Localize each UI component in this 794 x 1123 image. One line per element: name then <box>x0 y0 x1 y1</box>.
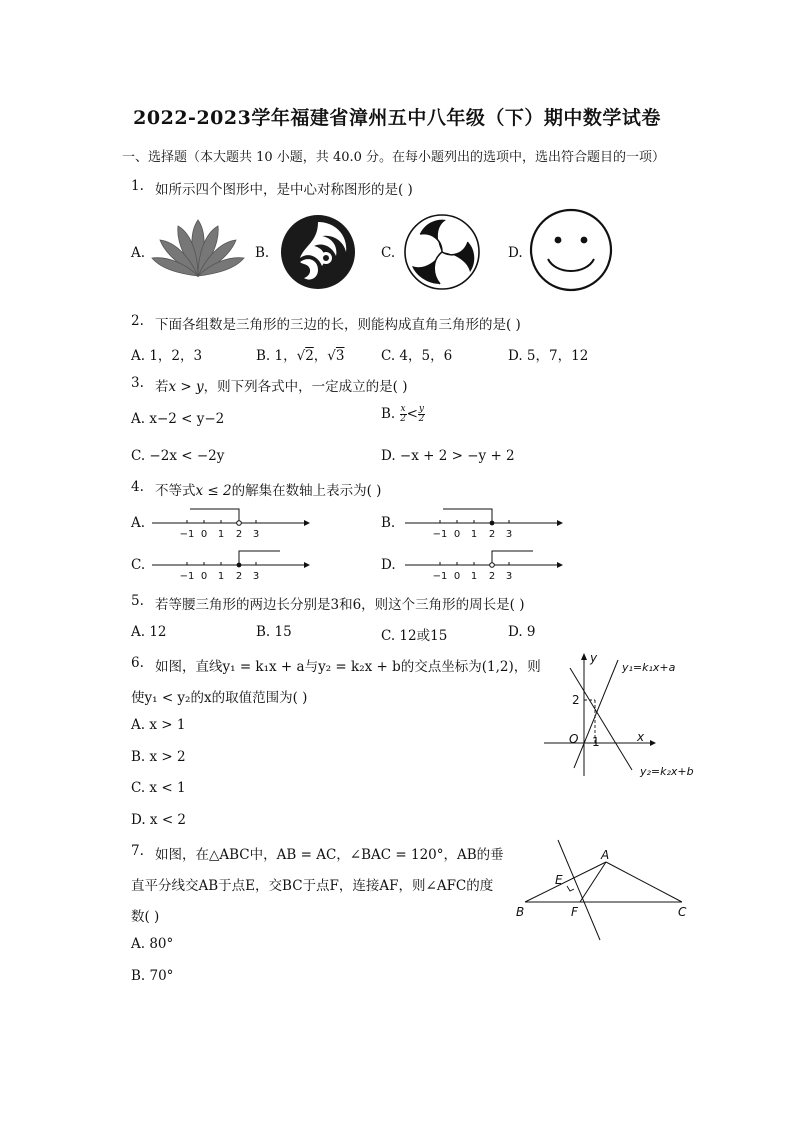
q6-option-a: A. x > 1 <box>131 717 186 733</box>
tick-label: 3 <box>252 529 260 540</box>
q2-option-b-prefix: B. 1， <box>256 348 297 364</box>
q1-option-b-label: B. <box>255 245 270 261</box>
sqrt-icon: √ <box>327 348 336 364</box>
q7-number: 7. <box>131 843 144 859</box>
q4-option-b-label: B. <box>381 515 396 531</box>
q5-option-c: C. 12或15 <box>381 628 448 644</box>
q3-option-a: A. x−2 < y−2 <box>131 411 225 427</box>
q3-stem-prefix: 若 <box>155 379 169 395</box>
q7-point-b-label: B <box>516 905 525 919</box>
q6-coordinate-graph <box>540 650 700 790</box>
q1-option-a-label: A. <box>131 245 146 261</box>
tick-label: 0 <box>453 529 461 540</box>
q6-y-axis-label: y <box>590 651 598 665</box>
tick-label: 2 <box>488 529 496 540</box>
q6-option-d: D. x < 2 <box>131 812 187 828</box>
q4-option-d-label: D. <box>381 557 396 573</box>
q3-fraction-x-num: x <box>400 404 406 414</box>
q2-option-b-sep: ， <box>313 348 328 364</box>
q7-point-c-label: C <box>678 905 687 919</box>
q5-option-b: B. 15 <box>256 624 292 640</box>
tick-label: 0 <box>200 529 208 540</box>
q7-point-e-label: E <box>555 873 563 887</box>
tick-label: 2 <box>235 529 243 540</box>
q2-option-b-radicand-2: 3 <box>335 348 345 364</box>
q5-number: 5. <box>131 593 144 609</box>
q6-tick-y-label: 2 <box>572 693 580 707</box>
tick-label: 2 <box>488 571 496 582</box>
q2-number: 2. <box>131 313 144 329</box>
q4-number-line-d <box>403 547 563 585</box>
q1-figure-a-petals <box>148 216 248 278</box>
q2-option-c: C. 4，5，6 <box>381 348 453 364</box>
q2-option-a: A. 1，2，3 <box>131 348 203 364</box>
q6-x-axis-label: x <box>637 730 645 744</box>
q5-option-d: D. 9 <box>508 624 536 640</box>
q4-number-line-b <box>403 505 563 543</box>
q7-option-b: B. 70° <box>131 968 174 984</box>
q1-option-d-label: D. <box>508 245 523 261</box>
q4-stem-prefix: 不等式 <box>155 483 196 499</box>
q4-stem <box>155 479 381 499</box>
q6-tick-x-label: 1 <box>592 735 600 749</box>
tick-label: 1 <box>217 529 225 540</box>
q5-option-a: A. 12 <box>131 624 167 640</box>
q7-point-a-label: A <box>601 848 610 862</box>
q3-stem-math: x > y <box>168 379 204 395</box>
q1-figure-b-phoenix <box>278 212 358 292</box>
q3-fraction-y <box>418 405 425 424</box>
tick-label: 3 <box>252 571 260 582</box>
tick-label: 1 <box>470 529 478 540</box>
q6-option-b: B. x > 2 <box>131 749 186 765</box>
tick-label: 3 <box>505 529 513 540</box>
q4-number: 4. <box>131 479 144 495</box>
q6-line2-label: y₂=k₂x+b <box>640 765 694 778</box>
q3-fraction-y-den: 2 <box>418 414 425 424</box>
q6-number: 6. <box>131 655 144 671</box>
tick-label: 2 <box>235 571 243 582</box>
tick-label: −1 <box>432 529 448 540</box>
q3-option-b-label: B. <box>381 406 396 422</box>
q7-stem-line3: 数( ) <box>131 909 160 925</box>
q3-fraction-y-num: y <box>418 404 424 414</box>
q6-line1-label: y₁=k₁x+a <box>622 661 676 674</box>
q3-fraction-x <box>400 405 407 424</box>
q7-triangle-figure <box>510 836 700 946</box>
q2-option-b-radicand-1: 2 <box>305 348 314 364</box>
q4-stem-suffix: 的解集在数轴上表示为( ) <box>231 483 382 499</box>
q2-option-b <box>256 344 345 364</box>
q2-stem: 下面各组数是三角形的三边的长，则能构成直角三角形的是( ) <box>155 317 521 333</box>
q2-option-d: D. 5，7，12 <box>508 348 589 364</box>
section-heading: 一、选择题（本大题共 10 小题，共 40.0 分。在每小题列出的选项中，选出符合题目的一项） <box>122 150 666 165</box>
q1-stem: 如所示四个图形中，是中心对称图形的是( ) <box>155 182 413 198</box>
q5-stem: 若等腰三角形的两边长分别是3和6，则这个三角形的周长是( ) <box>155 597 525 613</box>
q1-figure-d-smiley <box>528 207 614 293</box>
q4-number-line-c <box>150 547 310 585</box>
q6-stem-line1: 如图，直线y₁ = k₁x + a与y₂ = k₂x + b的交点坐标为(1,2)，则 <box>155 659 541 675</box>
q4-option-a-label: A. <box>131 515 146 531</box>
q3-stem-suffix: ，则下列各式中，一定成立的是( ) <box>203 379 408 395</box>
q3-option-d: D. −x + 2 > −y + 2 <box>381 448 515 464</box>
q3-number: 3. <box>131 375 144 391</box>
q7-stem-line1: 如图，在△ABC中，AB = AC，∠BAC = 120°，AB的垂 <box>155 847 504 863</box>
q3-fraction-x-den: 2 <box>400 414 406 424</box>
q4-number-line-a <box>150 505 310 543</box>
q3-option-b <box>381 405 425 424</box>
q1-figure-c-triskelion <box>402 212 482 292</box>
tick-label: 0 <box>453 571 461 582</box>
q1-option-c-label: C. <box>381 245 396 261</box>
q7-option-a: A. 80° <box>131 936 174 952</box>
q4-stem-math: x ≤ 2 <box>195 483 232 499</box>
tick-label: −1 <box>432 571 448 582</box>
tick-label: 1 <box>470 571 478 582</box>
q3-stem <box>155 375 407 395</box>
tick-label: 3 <box>505 571 513 582</box>
q6-option-c: C. x < 1 <box>131 780 186 796</box>
tick-label: −1 <box>179 529 195 540</box>
q6-stem-line2: 使y₁ < y₂的x的取值范围为( ) <box>131 690 308 706</box>
q4-option-c-label: C. <box>131 557 146 573</box>
tick-label: 1 <box>217 571 225 582</box>
page-title: 2022-2023学年福建省漳州五中八年级（下）期中数学试卷 <box>133 107 661 129</box>
q1-number: 1. <box>131 178 144 194</box>
q6-origin-label: O <box>569 732 579 746</box>
q7-stem-line2: 直平分线交AB于点E，交BC于点F，连接AF，则∠AFC的度 <box>131 878 494 894</box>
tick-label: −1 <box>179 571 195 582</box>
sqrt-icon: √ <box>296 348 306 364</box>
q3-option-b-lt: < <box>406 406 418 422</box>
q7-point-f-label: F <box>571 905 578 919</box>
q3-option-c: C. −2x < −2y <box>131 448 225 464</box>
tick-label: 0 <box>200 571 208 582</box>
